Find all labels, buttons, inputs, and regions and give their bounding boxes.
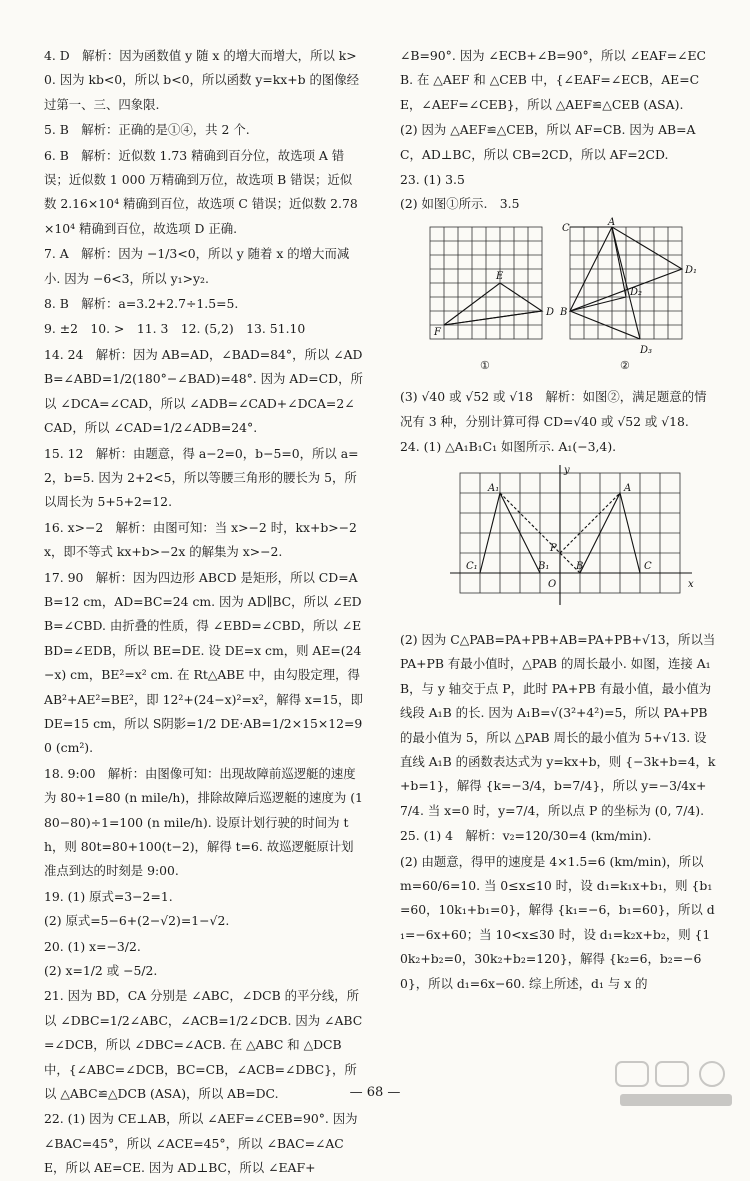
answer-22-part2: (2) 因为 △AEF≌△CEB，所以 AF=CB. 因为 AB=AC，AD⊥BC，所以 CB=2CD，所以 AF=2CD. <box>400 122 696 162</box>
answer-5: 5. B 解析：正确的是①④，共 2 个. <box>44 122 250 138</box>
point-label: A₁ <box>488 483 500 495</box>
point-label: C <box>562 222 570 234</box>
answer-14: 14. 24 解析：因为 AB=AD，∠BAD=84°，所以 ∠ADB=∠ABD=1/2(180°−∠BAD)=48°. 因为 AD=CD，所以 ∠DCA=∠CAD，所以 ∠ADB=∠CAD+∠DCA=2∠CAD，所以 ∠CAD=1/2∠ADB=24°. <box>44 346 363 436</box>
answer-4: 4. D 解析：因为函数值 y 随 x 的增大而增大，所以 k>0. 因为 kb<0，所以 b<0，所以函数 y=kx+b 的图像经过第一、三、四象限. <box>44 48 360 112</box>
caption-1: ① <box>480 358 490 372</box>
point-label: F <box>434 326 441 338</box>
figure-23 <box>400 216 716 381</box>
point-label: D₁ <box>685 264 698 276</box>
answers-9-13: 9. ±2 10. > 11. 3 12. (5,2) 13. 51.10 <box>44 321 306 337</box>
point-label: D₂ <box>630 286 643 298</box>
answer-22-continued: ∠B=90°. 因为 ∠ECB+∠B=90°，所以 ∠EAF=∠ECB. 在 △AEF 和 △CEB 中，{∠EAF=∠ECB，AE=CE，∠AEF=∠CEB}，所以 △AEF≌△CEB (ASA). <box>400 48 707 112</box>
answer-18: 18. 9:00 解析：由图像可知：出现故障前巡逻艇的速度为 80÷1=80 (n mile/h)，排除故障后巡逻艇的速度为 (180−80)÷1=100 (n mile/h). 设原计划行驶的时间为 t h，则 80t=80+100(t−2)，解得 t=6. 故巡逻艇原计划准点到达的时刻是 9:00. <box>44 765 363 879</box>
origin-label: O <box>548 579 557 591</box>
answer-22-part1: 22. (1) 因为 CE⊥AB，所以 ∠AEF=∠CEB=90°. 因为 ∠BAC=45°，所以 ∠ACE=45°，所以 ∠BAC=∠ACE，所以 AE=CE. 因为 AD⊥BC，所以 ∠EAF+ <box>44 1111 362 1176</box>
point-label: B₁ <box>538 561 550 573</box>
point-label: B <box>560 306 568 318</box>
point-label: D <box>546 306 555 318</box>
axis-label-x: x <box>688 579 694 591</box>
point-label: C₁ <box>466 561 478 573</box>
answer-20: 20. (1) x=−3/2. (2) x=1/2 或 −5/2. <box>44 938 158 979</box>
answer-17: 17. 90 解析：因为四边形 ABCD 是矩形，所以 CD=AB=12 cm，AD=BC=24 cm. 因为 AD∥BC，所以 ∠EDB=∠CBD. 由折叠的性质，得 ∠EBD=∠CBD，所以 ∠EBD=∠EDB，所以 BE=DE. 设 DE=x cm，则 AE=(24−x) cm，BE²=x² cm. 在 Rt△ABE 中，由勾股定理，得 AB²+AE²=BE²，即 12²+(24−x)²=x²，解得 x=15，即 DE=15 cm，所以 S阴影=1/2 DE·AB=1/2×15×12=90 (cm²). <box>44 569 367 756</box>
answer-24-part1: 24. (1) △A₁B₁C₁ 如图所示. A₁(−3,4). <box>400 439 617 455</box>
answer-23-part3: (3) √40 或 √52 或 √18 解析：如图②，满足题意的情况有 3 种，分别计算可得 CD=√40 或 √52 或 √18. <box>400 389 707 429</box>
point-label: A <box>624 483 632 495</box>
answer-25-part1: 25. (1) 4 解析：v₂=120/30=4 (km/min). <box>400 828 652 844</box>
answer-6: 6. B 解析：近似数 1.73 精确到百分位，故选项 A 错误；近似数 1 000 万精确到万位，故选项 B 错误；近似数 2.16×10⁴ 精确到百位，故选项 C 错误；近似数 2.78×10⁴ 精确到百位，故选项 D 正确. <box>44 147 358 236</box>
watermark-logo <box>612 1058 740 1110</box>
caption-2: ② <box>620 358 630 372</box>
answer-25-part2: (2) 由题意，得甲的速度是 4×1.5=6 (km/min)，所以 m=60/6=10. 当 0≤x≤10 时，设 d₁=k₁x+b₁，则 {b₁=60，10k₁+b₁=0}，解得 {k₁=−6，b₁=60}，所以 d₁=−6x+60；当 10<x≤30 时，设 d₁=k₂x+b₂，则 {10k₂+b₂=0，30k₂+b₂=120}，解得 {k₂=6，b₂=−60}，所以 d₁=6x−60. 综上所述，d₁ 与 x 的 <box>400 853 715 991</box>
answer-15: 15. 12 解析：由题意，得 a−2=0，b−5=0，所以 a=2，b=5. 因为 2+2<5，所以等腰三角形的腰长为 5，所以周长为 5+5+2=12. <box>44 445 359 510</box>
coordinate-figure-24 <box>400 465 700 615</box>
left-column <box>44 44 367 1181</box>
point-label: D₃ <box>640 344 653 356</box>
answer-24-part2: (2) 因为 C△PAB=PA+PB+AB=PA+PB+√13，所以当 PA+PB 有最小值时，△PAB 的周长最小. 如图，连接 A₁B，与 y 轴交于点 P，此时 PA+PB 有最小值，最小值为线段 A₁B 的长. 因为 A₁B=√(3²+4²)=5，所以 PA+PB 的最小值为 5，所以 △PAB 周长的最小值为 5+√13. 设直线 A₁B 的函数表达式为 y=kx+b，则 {−3k+b=4，k+b=1}，解得 {k=−3/4，b=7/4}，所以 y=−3/4x+7/4. 当 x=0 时，y=7/4，所以点 P 的坐标为 (0, 7/4). <box>400 631 720 818</box>
point-label: B <box>576 561 584 573</box>
answer-23-parts1-2: 23. (1) 3.5 (2) 如图①所示. 3.5 <box>400 172 520 212</box>
point-label: C <box>644 561 652 573</box>
figure-24 <box>400 465 716 623</box>
point-label: E <box>496 270 504 282</box>
axis-label-y: y <box>564 465 570 477</box>
answer-21: 21. 因为 BD，CA 分别是 ∠ABC，∠DCB 的平分线，所以 ∠DBC=1/2∠ABC，∠ACB=1/2∠DCB. 因为 ∠ABC=∠DCB，所以 ∠DBC=∠ACB. 在 △ABC 和 △DCB 中，{∠ABC=∠DCB，BC=CB，∠ACB=∠DBC}，所以 △ABC≌△DCB (ASA)，所以 AB=DC. <box>44 988 363 1102</box>
answer-7: 7. A 解析：因为 −1/3<0，所以 y 随着 x 的增大而减小. 因为 −6<3，所以 y₁>y₂. <box>44 246 350 286</box>
answer-19: 19. (1) 原式=3−2=1. (2) 原式=5−6+(2−√2)=1−√2. <box>44 888 230 929</box>
point-label: A <box>608 216 616 228</box>
right-column <box>400 44 720 996</box>
answer-16: 16. x>−2 解析：由图可知：当 x>−2 时，kx+b>−2x，即不等式 kx+b>−2x 的解集为 x>−2. <box>44 519 357 560</box>
answer-8: 8. B 解析：a=3.2+2.7÷1.5=5. <box>44 296 239 312</box>
grid-figures-23 <box>400 216 700 373</box>
point-label: P <box>550 543 557 555</box>
page-number: — 68 — <box>349 1085 401 1100</box>
